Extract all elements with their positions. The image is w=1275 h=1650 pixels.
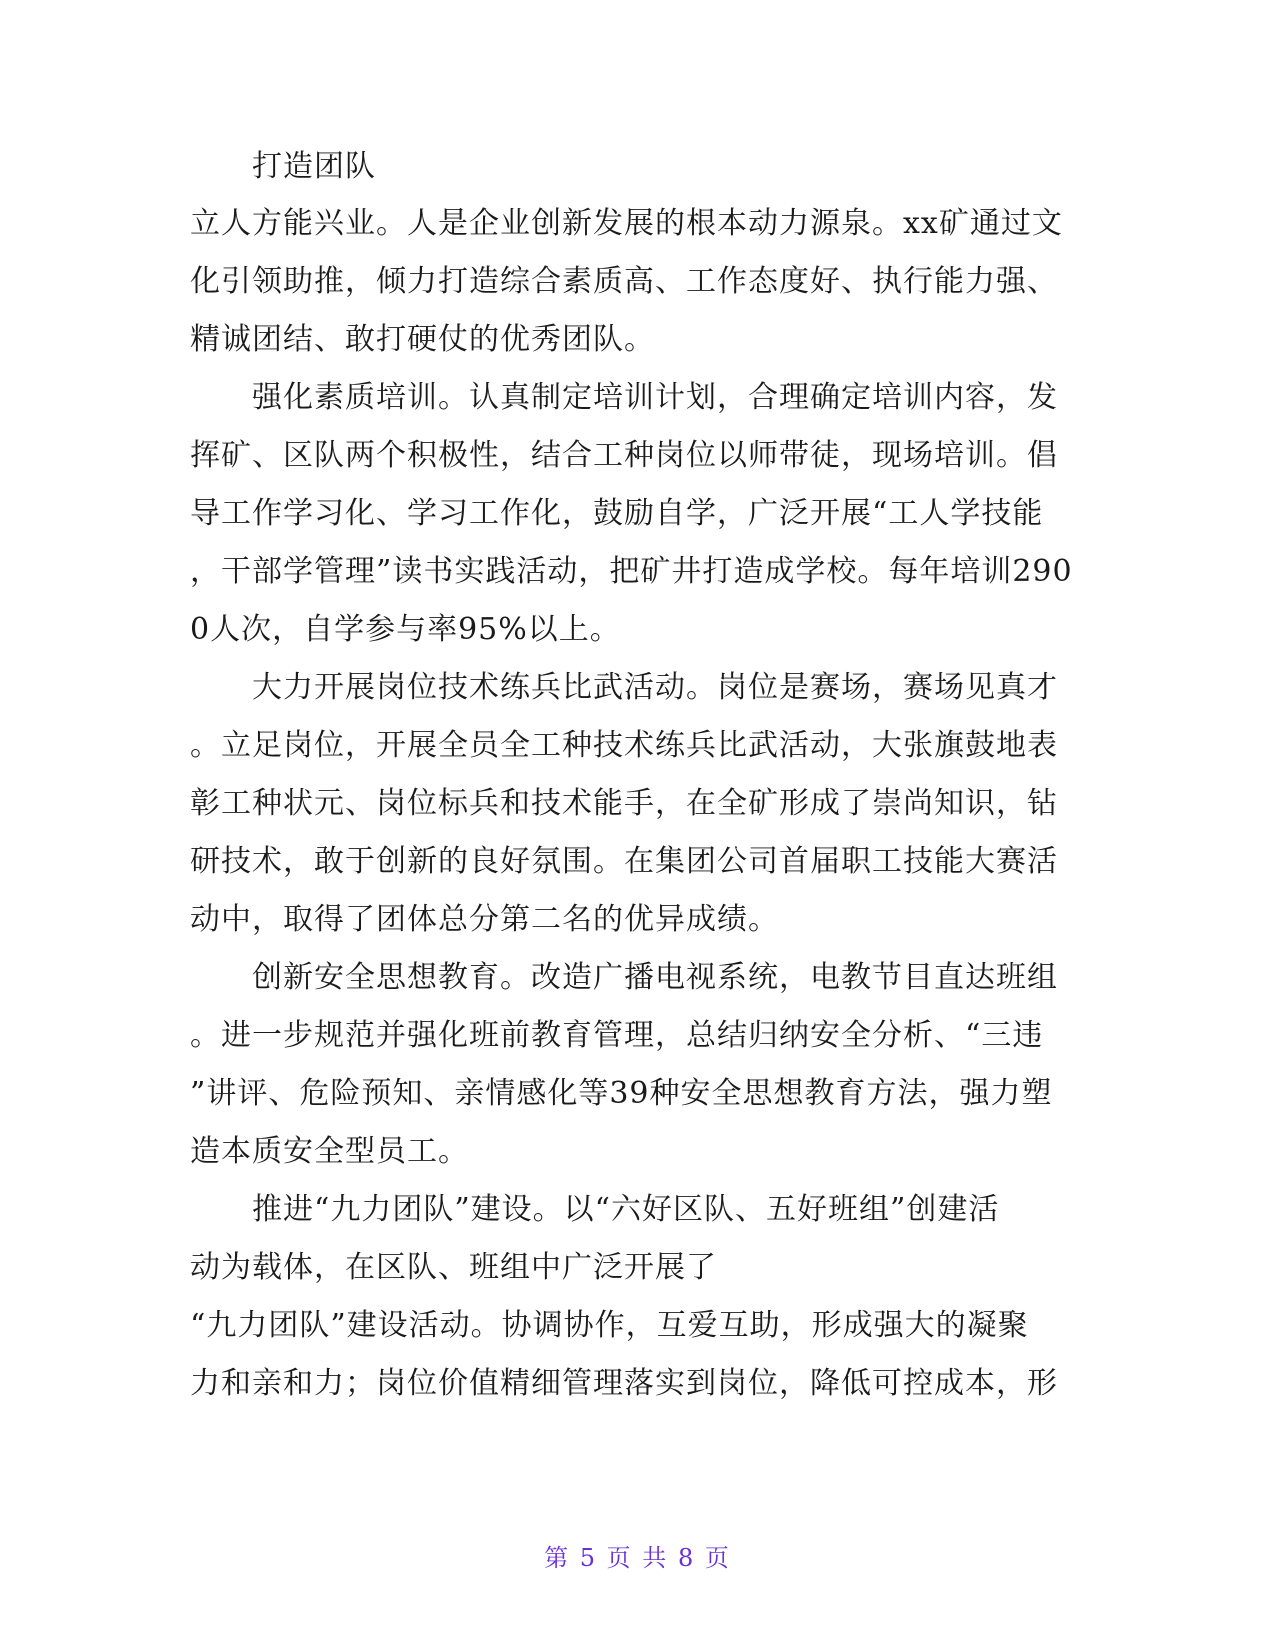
section-heading: 打造团队 [252,149,376,184]
paragraph-line: 力和亲和力；岗位价值精细管理落实到岗位，降低可控成本，形 [190,1366,1058,1401]
page-number: 第 5 页 共 8 页 [544,1544,731,1572]
paragraph-line: 导工作学习化、学习工作化，鼓励自学，广泛开展“工人学技能 [190,496,1044,531]
paragraph-line: 立人方能兴业。人是企业创新发展的根本动力源泉。xx矿通过文 [190,206,1063,241]
paragraph-line: 动为载体，在区队、班组中广泛开展了 [190,1250,717,1285]
paragraph-line: 精诚团结、敢打硬仗的优秀团队。 [190,322,655,357]
paragraph-line: 造本质安全型员工。 [190,1134,469,1169]
paragraph-line: 强化素质培训。认真制定培训计划，合理确定培训内容，发 [252,380,1058,415]
paragraph-line: 化引领助推，倾力打造综合素质高、工作态度好、执行能力强、 [190,264,1058,299]
paragraph-line: 创新安全思想教育。改造广播电视系统，电教节目直达班组 [252,960,1058,995]
paragraph-line: “九力团队”建设活动。协调协作，互爱互助，形成强大的凝聚 [190,1308,1029,1343]
paragraph-line: 彰工种状元、岗位标兵和技术能手，在全矿形成了崇尚知识，钻 [190,786,1058,821]
paragraph-line: 大力开展岗位技术练兵比武活动。岗位是赛场，赛场见真才 [252,670,1058,705]
paragraph-line: ，干部学管理”读书实践活动，把矿井打造成学校。每年培训290 [190,554,1073,589]
paragraph-line: 。立足岗位，开展全员全工种技术练兵比武活动，大张旗鼓地表 [190,728,1058,763]
paragraph-line: 研技术，敢于创新的良好氛围。在集团公司首届职工技能大赛活 [190,844,1058,879]
paragraph-line: 0人次，自学参与率95%以上。 [190,612,621,647]
paragraph-line: ”讲评、危险预知、亲情感化等39种安全思想教育方法，强力塑 [190,1076,1053,1111]
paragraph-line: 动中，取得了团体总分第二名的优异成绩。 [190,902,779,937]
paragraph-line: 推进“九力团队”建设。以“六好区队、五好班组”创建活 [252,1192,1000,1227]
paragraph-line: 挥矿、区队两个积极性，结合工种岗位以师带徒，现场培训。倡 [190,438,1058,473]
paragraph-line: 。进一步规范并强化班前教育管理，总结归纳安全分析、“三违 [190,1018,1044,1053]
